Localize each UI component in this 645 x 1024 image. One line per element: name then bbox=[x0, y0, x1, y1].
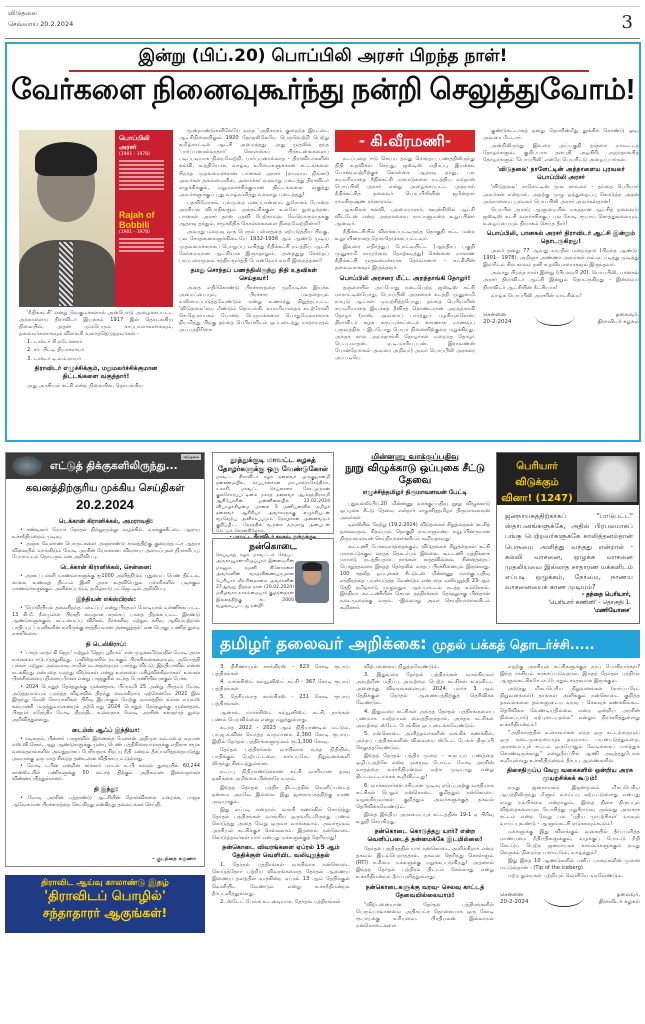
panel-english-years: (1901 - 1978) bbox=[119, 230, 150, 235]
attribution-name: - தந்தை பெரியார், bbox=[581, 592, 631, 598]
digest-item: • நடிகரும், பின்னர் பாஜகவில் இணைந்த மேனான் அதிமுக எம்.எல்.ஏ வுமான எஸ்.வி.சேகர், ஆறு ஆண்டுகளுக்கு முன்பு பெண் பத்திரிகையாளருக்கு எதிராக சமூக வலைதளங்களில் அவதூறாகப் பேசியதாக சிறப்பு நீதி மன்றம் தீர்ப்பளித்ததையடுத்து அவருக்கு ஒரு மாத சிறைத் தண்டனை விதிக்கப்பட்டுள்ளது. bbox=[12, 735, 200, 762]
paragraph: 3. இதுவரை தேர்தல் பத்திரங்கள் வாங்கியவர் அவற்றின் மதிப்பு அவற்றை பெற்ற கட்சிகள் உள்ளிட்ட அனைத்து விவரங்களையும் 2024, மார்ச் 3 ஆம் தேதிக்குள் தேர்தல் ஆணையத்திற்குத் தெரிவிக்க வேண்டும். bbox=[356, 672, 494, 707]
periyar-banner bbox=[497, 453, 639, 505]
digest-banner-text: எட்டுத் திக்குகளிலிருந்து... bbox=[50, 460, 178, 472]
paragraph: இது எப்படி என்றால், வங்கி கணக்கில் கொடுத்து தேர்தல் பத்திரங்கள் வாங்கிய ஒருவரிடமிருந்து பணம் கொடுத்து அதை வேறு ஒருவர் வாங்கலாம். அவர்மூலம் அரசியல் கட்சிக்குச் செல்லலாம். இதனால் நன்கொடை கொடுத்தவர்கள் யார் என்பது மக்களுக்குத் தெரியாது! bbox=[212, 806, 350, 842]
newspaper-name: விடுதலை bbox=[8, 9, 37, 17]
panel-text-line bbox=[119, 188, 164, 190]
paragraph: அதை எதிர்கொண்டு பிரச்சாரத்தை முறியடிக்க இயக்க அமைப்பையும், பிரச்சார பலத்தையும் வலிமைப்படுத்தவேண்டும் என்று உணர்ந்து நிறுத்தப்பட்ட 'விடுதலை'யை மீண்டும் தொடங்கி, சுயமரியாதைக் கடற்ரோளி செ.தெ.நாயகம் போன்ற பெருமக்களை பொதுமேலாளராக நியமித்து பிறகு தந்தை பெரியாரிடம் ஒப்படைத்து மாதாமாதம் அப்பத்திரிகை bbox=[179, 284, 329, 334]
digest-body bbox=[12, 515, 200, 809]
report-continuation: முதல் பக்கத் தொடர்ச்சி..... bbox=[432, 638, 595, 653]
notice-title: தூத்துக்குடி மாவட்ட கழகத் தோழர்களுக்கு ஒரு வேண்டுகோள் bbox=[217, 456, 329, 473]
top-rule bbox=[5, 6, 640, 7]
paragraph: 5. தேசியவாத காங்கிரஸ் - 231 கோடி ரூபாய் பத்திரங்கள். bbox=[212, 694, 350, 708]
paragraph: அவரது மறைவு ஒரு பெரும் பள்ளத்தை ஏற்படுத்திய பிறகு, பல சோதனைகளுக்கிடையே 1932-1936 ஆம் ஆண்டு முடிய முதலமைச்சராகப் பொறுப்பு வகித்து நீதிக்கட்சி நடத்திய ஆட்சி நேர்மையான ஆட்சியாக இருந்தாலும், அதைதுறு சேர்ந்தப் பரப்பரைமூலம் சத்தியமூர்த்தி போன்றோர் வாரி இறைத்தனர்! bbox=[179, 229, 329, 264]
paragraph: வாழ்க பொப்பிலி அரசரின் மாட்சிமை! bbox=[491, 292, 582, 299]
digest-source: டெக்கான் கிரானிக்கல், அமராவதி: bbox=[58, 518, 154, 525]
sub-heading: நன்கொடைகளுக்கு வரவு- செலவு காட்டத் தேவையில்லையாம்! bbox=[365, 883, 485, 899]
signature-block bbox=[483, 306, 639, 326]
digest-item: • அஞ்சு வேளாண் பொருட்களை அஞ்சாண்டு காலத்திற்கு குறைந்தபட்ச ஆதார விலையில் வாங்கிடும் மோடி அரசின் யோசனை: விவசாய அமைப்புகள் நிராகரிப்பு; போராட்டம் தொடரும் என அறிவிப்பு. bbox=[12, 541, 200, 561]
panel-english-name: Rajah of Bobbili bbox=[119, 210, 155, 230]
founder-item: 3. டாக்டர் டி.எம்.நாயர் bbox=[27, 355, 82, 362]
donation-notice bbox=[212, 538, 334, 624]
paragraph: தேர்தல் பத்திரங்கள் வாயிலாக வந்த நிதியில், பாதிக்கும் மேற்பட்டவை கார்ப்பரேட் நிறுவனங்களி லிருந்து கிடைத்துள்ளன. bbox=[212, 747, 350, 768]
paragraph: ஆங்கிலக் கல்வி, புலமையாளர், கவுன்சிலில் ஆட்சி விட்டேன் என்ற அந்நாளைய நாடாளுமன்ற உறுப்பினர் ஆனவர். bbox=[335, 206, 475, 227]
paragraph: நடப்பு நிதியாண்டுக்கான கட்சி வாரியான தரவு தனிக்கை அறிக்கை பின்னரே வரும். bbox=[212, 769, 350, 783]
byline: - கி.வீரமணி- bbox=[335, 130, 475, 152]
paragraph: "விற்பனையான தேர்தல் பத்திரங்களில் பெரும்பாலானவை அதிகபட்ச தொகையாக ஒரு கோடி ரூபாய்க்கு உரியவை. பிரதிபலன் இல்லாமல் நன்கொடைகளை bbox=[356, 901, 494, 929]
panel-text-line bbox=[119, 250, 164, 252]
evm-kicker: மின்னணு வாக்குப்பதிவு bbox=[371, 452, 459, 461]
paragraph: 6. வாக்காளர்கள் சரியான முடிவு எடுப்பதற்கு வசதியாக கட்சிகள் பெறும் நன்கொடை குறித்தும் நன்கொடை வழங்கியவர்கள் குறித்தும் அவர்களுக்குத் தகவல் தெரிவிக்கவேண்டும். bbox=[356, 782, 494, 810]
globe-icon bbox=[12, 456, 42, 476]
sign-place: சென்னை bbox=[483, 311, 507, 318]
story-kicker: இன்று (பிப்.20) பொப்பிலி அரசர் பிறந்த நாள்! bbox=[138, 46, 508, 66]
ad-line-3: சந்தாதாரர் ஆகுங்கள்! bbox=[42, 905, 168, 920]
digest-source: டைம்ஸ் ஆஃப் இந்தியா: bbox=[72, 726, 140, 734]
paragraph: தேர்தல் பத்திரத்தில் யார் நன்கொடை அளிக்கிறார் என்ற தகவல் இடம்பெறாததால், தகவல் தெரிந்து கொள்ளும் (RTI) உரிமை மக்களுக்கு மறுக்கப்படுகிறது! அதனால் இந்தத் தேர்தல் பத்திரம் திட்டம் செல்லாது என்று உச்சநீதிமன்றம் தீர்ப்பளித்துள்ளது. bbox=[356, 846, 494, 881]
paragraph: அடுத்து மிகப்பெரிய நிறுவனங்கள் (கார்ப்பரேட் நிறுவனங்கள்) தாங்கள் அளிக்கும் நன்கொடை குறித்த தகவல்களை தங்களுடைய வரவு - செலவுக் கணக்கில்கூட தெரிவிக்க வேண்டியதில்லை என்ற ஒன்றிய அரசின் நிலைப்பாடு ஏற்புடையதல்ல" என்றும் நிராகரித்துள்ளது உச்சநீதிமன்றம்! bbox=[500, 686, 640, 728]
digest-tag: விடுதலை bbox=[183, 455, 199, 459]
sign-place-date bbox=[483, 312, 511, 326]
panel-title: பொப்பிலி அரசர் bbox=[119, 134, 150, 151]
paragraph: 5. நன்கொடை அளித்தவர்களின் வங்கிக் கணக்கில், அந்தப் பத்திரங்களின் விலையை ஸ்டேட் பேங்க் திருப்பி செலுத்தவேண்டும். bbox=[356, 730, 494, 752]
evm-story bbox=[340, 452, 490, 613]
signature-scrawl bbox=[535, 306, 575, 326]
digest-title: கவனத்திற்குரிய முக்கிய செய்திகள் bbox=[25, 483, 185, 494]
paragraph: 1. தேர்தல் பத்திரங்கள் வாயிலாக நன்கொடை கொடுத்தோர் பற்றிய விவரங்களைத் தேர்தல் ஆணைய இணைய தளத்தில் வருகின்ற ஏப்ரல் 13 ஆம் தேதிக்குள் வெளியிட வேண்டும் என்று உச்சநீதிமன்றம் தீர்ப்பளித்துள்ளது. bbox=[212, 862, 350, 897]
founder-item: 1. டாக்டர் சி.நடேசனார் bbox=[27, 339, 83, 346]
panel-text-line bbox=[119, 184, 164, 186]
paragraph: பதவிமோகம், பல்முறை மனப்பான்மை, துரோகம் போன்ற அரசியல் விபாதிகளும் அக்கட்சிக்குள் உள்ளே நுழைந்தன. பானகல் அரசர் தான் பதவி பேற்காமல், வேறொருவருக்கு ஆதரவு தந்தும், சமூகநீதிக் கொள்கைகளை நிறைவேற்றினார்! bbox=[179, 199, 329, 228]
attribution-source: 'பெரியார் கணினி' - தொகுதி 1, bbox=[548, 600, 631, 606]
ad-line-1: திராவிட ஆய்வு காலாண்டு இதழ் bbox=[41, 878, 169, 888]
sub-heading: பொப்பிலி, பானகல் அரசர் திராவிடர் ஆட்சி இன்றும் தொடருகிறது! bbox=[486, 230, 636, 246]
page-number: 3 bbox=[621, 12, 633, 33]
sign-role: தலைவர், bbox=[615, 311, 639, 318]
panel-text-line bbox=[119, 176, 164, 178]
digest-credit: - குடந்தை கருணா bbox=[152, 856, 196, 862]
digest-item: • மோடி அரசின் பத்தாண்டு ஆட்சியின் தோல்விகளை மறைக்க, பாஜக ஆவேசமான பிரச்சாரத்தை செய்கிறது என்கிறது தலையங்கச் செய்தி. bbox=[12, 794, 200, 808]
issue-date: செவ்வாய் 20.2.2024 bbox=[8, 20, 74, 28]
thoothukudi-notice bbox=[212, 452, 334, 540]
panel-text-line bbox=[119, 164, 164, 166]
news-digest-box bbox=[5, 452, 205, 867]
leader-report-banner bbox=[212, 630, 640, 658]
kicker-underline bbox=[69, 70, 589, 72]
paragraph: புதுவல்லி,பிப்.20 மின்னணு வாக்குப்பதிவு நூறு விழுக்காடு ஒப்புகை சீட்டு தேவை என்றார் எழுச்சித்தமிழர் திருமாவளவன் அவர்கள். bbox=[340, 501, 490, 521]
paragraph: தஞ்சையில் அப்போது நடைபெற்ற ஜஸ்டிஸ் கட்சி மாநாட்டின்போது, பொப்பிலி அரசரைக் கடத்தி முனுசாமி நாயுடு ஆட்கள் முயற்சித்தபோது, தந்தை பெரியாரின் சுயமரியாதை இயக்கத் தீவிரத் தொண்டரான அறந்தாங்கி தோழர் (நான், அவரைப் பார்த்துப் பழகியுள்ளேன்; திராவிடர் கழக கருப்புச்சட்டைக் காரணாக மாணவப் பருவத்தில் - இப்போது பெயர் நினைவிற்குவர மறுக்கிறது. அந்தக் கால அறந்தாங்கி தோழர்கள் மறைந்த தோழர் பெ.ப.மாதன், ஏ.டி.மாரியப்பன், இராவணன் போன்றோர்கள் அவரை அறிவர்) அவர் பொப்பிலி அரசரை அப்படியே bbox=[335, 284, 475, 362]
digest-item: • சண்டிகார் மேயர் தேர்தல் தில்லுமுல்லு வழக்கில், வாக்குச்சீட்டை ஆராய உச்சநீதிமன்றம் முடிவு. bbox=[12, 527, 200, 540]
paragraph: இவரை எதிர்த்துப் போட்டியிட்ட (ஆந்திரப் பகுதி முனுசாமி நாயுடுவை தோற்கடித்து) சென்னை மாகாண நீதிக்கட்சி முதலமைச்சராக தேர்வானார் - கட்சியின் தலைவராகவும் இருந்தவர். bbox=[335, 244, 475, 272]
evm-body bbox=[340, 501, 490, 612]
paragraph: 'விடுதலை' நாளேட்டின் மூல காவலர் - தந்தை பெரியார் அவர்கள் என்றால், அதற்கு முழு ஒத்துழைப்பு கொடுத்த அதன் அந்நாளைய புரவலர் பொப்பிலி அரசர் அவர்கள்தான்! bbox=[483, 184, 639, 205]
signature-block bbox=[500, 887, 640, 907]
sign-org: திராவிடர் கழகம் bbox=[597, 318, 639, 325]
sub-heading: திராவிடர் எழுச்சிக்கும், மறுமலர்ச்சிக்குமான திட்டங்களை வகுத்தார்! bbox=[34, 364, 158, 380]
paragraph: குண்டுகட்டாகத் தனது தோளின்மீது தூக்கிக் கொண்டு ஓடி, அவரை மீட்டார். bbox=[483, 128, 639, 142]
panel-text-line bbox=[119, 238, 164, 240]
panel-text-line bbox=[119, 246, 164, 248]
donor-photo bbox=[295, 561, 329, 603]
paragraph: கூட்டணி பேச்சுவார்த்தைக்கும், விடுதலைச் சிறுத்தைகள் கட்சி மாநாட்டுக்கும் எந்தத் தொடர்பும் இல்லை. கூட்டணி யுத்திக்காக மாநாடு நடத்தியதாக நாங்கள் கருதவில்லை. சின்னத்தைப் பொறுத்தவரை இந்தத் தேர்தலில் எந்தப் பிரச்சினையும் இருக்காது. 100 சதவீத ஒப்புகைச் சீட்டுடன் மின்னணு வாக்குப்பதிவு எந்திரத்தை பயன்படுத்த வேண்டும் என்பதை வலியுறுத்தி 23-ஆம் தேதி தமிழ்நாடு முழுவதும் ஆர்ப்பாட்டம் நடத்த உள்ளோம். இந்தியா கூட்டணியின் செயல் தந்திரங்கள் தேர்தலுக்கு பின்தான் நடைமுறைக்கு வரும். -இவ்வாறு அவர் செய்தியாளர்களிடம் கூறினார். bbox=[340, 543, 490, 611]
digest-banner bbox=[6, 453, 204, 479]
periyar-photo bbox=[577, 456, 637, 502]
sub-heading: பொப்பிலி அரசரை மீட்ட அறந்தாங்கி தோழர்! bbox=[339, 274, 471, 282]
panel-text-line bbox=[119, 180, 164, 182]
digest-item: • 2024 பொதுத் தேர்தலுக்கு முன்னதாக, பிப்ரவரி 25 அன்று பிரதமர் மோடி அடுத்தமாம்பம் பறந்த்த விழாவில் திறந்து வைக்கிறார்; ஏற்கெனவே 2021 இல் இருந்து வேலி நோயாளிகள் பிரிவு இயங்கும் மேற்கு வங்கத்தில் உள்ள எய்ம்ஸ் கல்யாணி மருத்துவமனையும் தற்போது 2024 பொதுத் தேர்தலுக்கு முன்னதாக, பிரதமர் நரேந்திர மோடி திறந்திட உள்ளதாக மோடி அரசின் சுகாதாரத் துறை அறிவித்துள்ளது. bbox=[12, 684, 200, 724]
paragraph: 4. மார்க்சிஸ்ட் கம்யூனிஸ்ட் கட்சி - 367 கோடி ரூபாய் பத்திரங்கள் bbox=[212, 679, 350, 693]
digest-date: 20.2.2024 bbox=[76, 497, 134, 512]
caption-tail: அது அரசியல் கட்சி என்ற நிலையில், தொடங்கிய bbox=[27, 382, 144, 389]
signature-scrawl bbox=[544, 887, 584, 907]
sign-place-date bbox=[500, 892, 528, 906]
paragraph: இதை இந்திய அரசமைப்புச் சட்டத்தின் 19-1 ஏ பிரிவு உறுதி செய்கிறது. bbox=[356, 811, 494, 825]
paragraph: டில்லியில் நேற்று (19.2.2024) விடுதலைச் சிறுத்தைகள் கட்சித் தலைவரும், சிதம்பரம் தொகுதி நாடாளுமன்ற உறுப்பினருமான திருமாவளவன் செய்தியாளர்களிடம் கூறியதாவது: bbox=[340, 522, 490, 542]
sign-role-org bbox=[598, 312, 639, 326]
donation-title: நன்கொடை bbox=[249, 542, 297, 552]
periyar-quote: ஜனநாயகத்திற்காகப் "பாடுபட்ட" ஸ்தாபனங்களுக்கே, அதில் பிரபலமாகப் பங்கு பெற்றவர்களுக்கே காலித்தனம்தான் பெருமை அளித்து வந்தது என்றால் - கல்வி வாசனை, ஒழுக்க வாசனை முதலியவை இல்லாத சாதாரண மக்களிடம் எப்படி ஒழுக்கம், நேர்மை, நாணய வாசனையைக் காண முடியும்? bbox=[505, 512, 633, 592]
sign-date: 20-2-2024 bbox=[500, 899, 529, 906]
sign-role-org bbox=[599, 892, 640, 906]
sign-role: தலைவர், bbox=[616, 892, 640, 899]
evm-subhead: எழுச்சித்தமிழர் திருமாவளவன் பேட்டி bbox=[362, 489, 468, 496]
founder-item: 2. சர். பிட்டி தியாகராயர் bbox=[27, 347, 85, 354]
story-headline: வேர்களை நினைவுகூர்ந்து நன்றி செலுத்துவோம்! bbox=[11, 74, 635, 106]
paragraph: கடந்த 2022 - 2023 ஆம் நிதியாண்டில் மட்டும், பா.ஜ.க.வின் மொத்த வருமானம் 2,360 கோடி ரூபாய். இதில் தேர்தல் பத்திரங்களுமூலம் ரூ.1,300 கோடி. bbox=[212, 724, 350, 745]
sub-heading: திசைதிருப்ப வேறு வகைகளில் ஒன்றிய அரசு முயற்சிக்கக் கூடும்! bbox=[506, 767, 634, 783]
periyar-title: பெரியார் விடுக்கும் வினா! (1247) bbox=[501, 461, 573, 504]
paragraph: ஆனால், மார்க்சிஸ்ட் கம்யூனிஸ்ட் கட்சி, தாங்கள் பணம் பெறவில்லை என்று மறுத்துள்ளது. bbox=[212, 709, 350, 723]
donor-hair bbox=[302, 562, 322, 571]
portrait-tie bbox=[59, 242, 73, 306]
paragraph: "அதிகாரத்தில் உள்ளவர்கள் எந்த ஒரு சட்டத்தையும், ஒரு நடைமுறையையும் தவறாகப் பயன்படுத்துவதை, அரசமைப்புச் சட்டம் ஒருபோதும் வேடிக்கைப் பார்த்துக் கொண்டிருக்காது" என்றுதீர்ப்பில் ஆணி அடித்ததுபோல் கூறியுள்ளது உச்சநீதிமன்றம் தீர்ப்பு ஆணைகளில். bbox=[500, 729, 640, 765]
paragraph: விற்பனையை நிறுத்தவேண்டும். bbox=[364, 664, 440, 670]
portrait-photo bbox=[19, 130, 115, 307]
paragraph: அவர் தனது 77 ஆவது வயதில் மறைந்தார் (பிறந்த ஆண்டு: 1901 - 1978). அறிஞர் அண்ணா அவர்கள் எம்.ஏ. படித்து முடித்து இவரிடம் சில காலம் தனி உதவியாளராகவும் இருந்தவர். bbox=[483, 248, 639, 269]
digest-item: • மோடி டபின் என்றின் சர்க்கார் மாடல் உ.பி காவல் துறையில் 60,244 கான்ஸ்டபிள் பணிகளுக்கு 50 லட்சத் திற்கும் அதிகமான இளைஞர்கள் விண்ணப்பித்துள்ளனர். bbox=[12, 763, 200, 783]
top-story-box bbox=[5, 42, 641, 442]
sub-heading: நன்கொடை விவரங்களை ஏப்ரல் 15 ஆம் தேதிக்குள் வெளியிட வலியுறுத்தல் bbox=[222, 844, 340, 860]
paragraph: மக்களுக்கு இது விளங்கும் வகையில் தீர்ப்பளித்த மாண்பமை நீதிபதிகளுக்கும், வழக்குப் போட்டு நீதி கேட்டுப் பெற்ற ஜனநாயகக் காவலர்களுக்கும் நமது நெஞ்சம் நிறைந்த பாராட்டும், வாழ்த்தும்! bbox=[500, 828, 640, 857]
paragraph: இந்தத் தேர்தல் பத்திர திட்டத்தில் வெளிப்படைத் தன்மை அறவே இல்லை. இது ஜனநாயகத்திற்கு மரண அடியாகும். bbox=[212, 784, 350, 805]
paragraph: மற்ற துறைகள் பற்றியும் வெளியே வரவேண்டும். bbox=[508, 873, 624, 880]
dravida-pozhil-ad[interactable] bbox=[5, 875, 205, 933]
panel-text-line bbox=[119, 242, 164, 244]
evm-headline: நூறு விழுக்காடு ஒப்புகை சீட்டு தேவை bbox=[345, 463, 485, 486]
paragraph: 2. ஸ்டேட் பேங்க் உடனடியாக, தேர்தல் பத்திரங்கள் bbox=[220, 898, 341, 905]
report-column-3 bbox=[500, 664, 640, 907]
sub-heading: நன்கொடை கொடுத்தது யார்? என்ற வெளிப்படைத் தன்மைக்கே இடமில்லை! bbox=[367, 828, 483, 844]
ad-line-2: 'திராவிடப் பொழில்' bbox=[44, 889, 166, 904]
paragraph: இந்தத் தேர்தல் பத்திர முறை - கருப்புப் பணத்தை ஒழிப்பதற்கே என்ற முகமூடி போட்ட மோடி அரசின் வாதத்தை உச்சநீதிமன்றம் ஏற்க முடியாது என்று திட்டவட்டமாகக் கூறிவிட்டது! bbox=[356, 753, 494, 781]
paragraph: இது இந்த 10 ஆண்டுகளில் பனிப் பாறைகளின் முனை மட்டும்தான் - (Tip of the iceberg). bbox=[500, 858, 640, 872]
digest-source: இந்தியன் எக்ஸ்பிரஸ்: bbox=[75, 595, 137, 603]
report-column-2 bbox=[356, 664, 494, 931]
paragraph: நமது ஜனநாயகம் இதன்மூலம் மிகப்பெரிய ஆபத்திலிருந்து மீளும் வாய்ப்பு ஏற்பட்டுள்ளது என்பது நமது நம்பிக்கை என்றாலும், இதை திசை திருப்பும் வித்தைகளையும் யோசித்து மறுசீராய்வு அல்லது அவசரச் சட்டம் என்ற வேறு பல 'புதிய முயற்சிகள்' வரவும் வாய்ப்புஉண்டு - ஆளுங்கட்சி ஏடுக்கவும்கூடும்! bbox=[500, 785, 640, 827]
digest-item: • 'பொறியியல் தலைசிறந்த படைப்பு' என்று பிரதமர் மோடியால் வர்ணிக்கப்பட்ட 13 கி.மீ. நீளமுள்ள பிரகதி மைதான சுரங்கப் பாதை திறக்கப்பட்ட இரண்டு ஆண்டுகளுக்குள், கட்டமைப்பு விரிசல், நீர்க்கசிவு மற்றும் கசிவு ஆகியவற்றால் பாதிப்பு; 'பயனீகளின் உயிருக்கு சாத்தியமான அச்சுறுத்தல்' என பொதுப்பணித் துறை எச்சரிக்கை. bbox=[12, 605, 200, 638]
paragraph: அன்றிலிருந்து இவரை அப்பகுதி தஞ்சை மாவட்டத் தோழர்களும், குறிப்பாக தளபதி அழகிரி, அறந்தாங்கித் தோழர்களும் 'பொப்பிலி' என்றே பெயரிட்டு அழைப்பார்கள். bbox=[483, 143, 639, 164]
sign-place: சென்னை bbox=[500, 892, 524, 899]
periyar-question-box bbox=[496, 452, 640, 624]
digest-item: • அரசுப் பள்ளி மாணவர்களுக்கு ரூ1000 அளித்திடும் புதுமைப் பெண் திட்டம், காலை உணவுத் திட்டம் இனி அரசு உதவிபெறும் பள்ளிகளில் படிக்கும் மாணவர்களுக்கும் அளிக்கப்படும், தமிழ்நாடு பட்ஜெட்டில் அறிவிப்பு. bbox=[12, 573, 200, 593]
attribution-source-2: 'மணியோசை' bbox=[593, 608, 631, 614]
panel-years: (1901 - 1978) bbox=[119, 152, 150, 157]
paragraph: 3. திரிணாமுல் காங்கிரஸ் - 823 கோடி ரூபாய் பத்திரங்கள் bbox=[212, 664, 350, 678]
caption-text: 'நீதிக்கட்சி' என்று வெகுமக்களால் அன்போடு அழைக்கப்பட்ட அந்நாளைய திராவிடர் இயக்கம் 1917 இல் தொடங்கிய நிலையில், அதன் மும்பெரும் காப்பாளர்களாகவும், தலைவர்களாகவும் விளங்கி வளர்த்தெடுத்தவர்கள் - bbox=[19, 310, 173, 338]
report-column-1 bbox=[212, 664, 350, 907]
panel-text-line bbox=[119, 172, 164, 174]
sign-date: 20-2-2024 bbox=[483, 318, 512, 325]
paragraph: மூன்றாண்டுகளிலேயே வந்த 'அதிகாரம் குறைந்த இரட்டை ஆட்சிநிலையிலும் 1920 தேர்தலிலேயே பெருவெற்றி பெற்று தமிழ்நாட்டில் ஆட்சி அமைத்தது. அது முதலில் தந்த 'பார்ப்பனரல்லாதார்' கொள்கைப் பிரகடனங்களைப் படிப்படியாக நிறைவேற்றி, பார்ப்பனரல்லாத - திராவிடர்களின் கல்வி, உத்தியோக, வாழ்வு உரிமைகளுக்கான சட்டங்களை சிறந்த முதலமைச்சரான பானகல் அரசர் (ராமராய நிங்கர்) அவர்கள் தலைமையில், அமைச்சர் வரலாறு படைத்து திராவிடர் எழுச்சிக்கும், மறுமலர்ச்சிக்குமான திட்டங்களை வகுத்து அவர்களுக்குப் புது வாழ்வளித்து வரலாறு படைத்தது! bbox=[179, 128, 329, 198]
paragraph: 4. இதுவரை கட்சிகள் அந்தத் தேர்தல் பத்திரங்களைப் பணமாக மாற்றாமல் வைத்திருந்தால், அந்தக் கட்சிகள் அவற்றை ஸ்டேட் பேங்கில் ஒப்படைக்கவேண்டும். bbox=[356, 708, 494, 729]
donation-body: செய்யாறு கழக மாவட்டம் சேத்பட் அருகாவூரன்-வீழுப்புரம் இளைஞரின் மகனும் தமனி கிலோகலை அவர்களின் வாழ்விணையருமான பெரியார் வீர.சிதைசனம் அவர்களின் 27ஆவது பிறந்த நாள் (20.02.2024) மகிழ்வாக நாகம்மையார் குழந்தைகள் இல்லத்திற்கு ரூ. 2000 வழங்கப்பட்டது நன்றி! bbox=[216, 553, 294, 610]
digest-source: தி டெலிகிராப்: bbox=[85, 641, 127, 648]
paragraph: பெயரில் அரசர்; ஆளுமையில் மகத்தான ஆட்சித் தலைவர்; ஜஸ்டிஸ் கட்சி வளர்ச்சிக்குப் பல கோடி ரூபாய் சொத்துகளையும், உழைப்பையும் தியாகம் செய்த தீரர்! bbox=[483, 206, 639, 227]
sign-org: திராவிடர் கழகம் bbox=[598, 899, 640, 906]
digest-source: தி இந்து: bbox=[93, 785, 119, 793]
photo-caption bbox=[19, 310, 173, 391]
story-column-3 bbox=[335, 156, 475, 364]
portrait-hair bbox=[35, 142, 97, 176]
portrait-info-panel bbox=[115, 130, 173, 307]
sub-heading: தமது சொந்தப் பணத்திலிருந்து நிதி உதவிகள் செய்தவர்! bbox=[190, 266, 318, 282]
story-column-4 bbox=[483, 128, 639, 326]
story-column-2 bbox=[179, 128, 329, 335]
paragraph: நீதிக்கட்சியில் விளக்கப்பட்டிருந்த தொகுதி சட்ட மன்ற உறுப்பினராகத் தேர்ந்தெடுக்கப்பட்டவர். bbox=[335, 228, 475, 243]
panel-text-line bbox=[119, 160, 164, 162]
panel-text-line bbox=[119, 168, 164, 170]
periyar-attribution bbox=[548, 591, 631, 615]
paragraph: நடப்பதை ஈடு செய்ய தமது சொந்தப் பணத்திலிருந்து நிதி உதவிகள் செய்து, ஜஸ்டிஸ் எதிர்ப்பு இயக்கம் போன்றவற்றிற்குக் கொள்கை ஆதரவு தந்து, பல சுயமரியாதை நீதிக்கட்சி மாநாடுகளை நடத்திய வர்தான் பொப்பிலி அரசர் என்று அழைக்கப்பட்ட அந்நாள் நீதிக்கட்சித் தலைவர் பொப்பிலியின் ஜமீன்தார் ராமகிருஷ்ண ரங்காராவ். bbox=[335, 156, 475, 205]
masthead-rule bbox=[5, 38, 640, 39]
report-heading: தமிழர் தலைவர் அறிக்கை: bbox=[220, 634, 427, 654]
digest-source: டெக்கான் கிரானிக்கல், சென்னை: bbox=[60, 564, 152, 572]
notice-body: மாவட்ட திராவிடர் கழக தலைவர் முருகுஜானமி தலைமையில், காப்பாளர்கள் மா.பால்ராசேந்திரம், ச.காசி, மாவட்ட செயலாளர் கோ.முருகன் குலசேகரப்பட்டினம் நகரத் தலைவர் ஆ.சுதந்திரசாமி ஆகியோரின் முன்னிலையில் 22.02.2024 வியாழக்கிழமை மாலை 5 மணியளவில் தமிழர் தலைவர் ஆசிரியர் அவர்களுக்கு எழுச்சியுடன் வரவேற்பு அளிக்கப்படும். தோழர்கள் அனைவரும் குறிப்பிட்ட நேரத்தில் வருகை தருமாறு அன்புடன் கேட்டுக் கொள்கிறோம். bbox=[216, 475, 330, 534]
digest-item: • 'பாரத் மாதா கி ஜெய்' மற்றும் 'ஜெய் ஸ்ரீராம்' என முழக்கமிடுவதில் மோடி அரசு உங்களை ஈடுபடுத்துகிறது. பாகிஸ்தானில் நடக்கும் பிரச்சினைகளையும், அயோத்தி பக்கள் மற்றும் அவ்வளவு ராமின் நடனத்தையும் பார்த்து விட்டு, இந்தியாவில் என்ன நடக்கிறது என்பதை மறந்து விடுங்கள் என்று உங்களை மகிழ்விக்கிறார்கள்' உங்கள் பிரச்சினையை நினைப்பீர்கள் என்று பாஜகுசில் நடந்த பேரணியில் ராகுல் பேச்சு. bbox=[12, 650, 200, 683]
paragraph: அவரது பிறந்த நாள் இன்று (பிப்ரவரி 20). பொப்பிலி, பானகல் அரசர் திராவிடர் ஆட்சி இன்றும் தொடருகிறது - இன்றைய திராவிடர் ஆட்சியின் நீட்சியாக! bbox=[483, 270, 639, 291]
notice-signoff: - மாவட்ட திராவிடர் கழகம், தூத்துக்குடி bbox=[229, 535, 317, 540]
paragraph: எதற்கு அரசியல் கட்சிகளுக்குத் தரப் போகிறார்கள்? இந்த ரகசியம் காக்கப்படுவதால், இந்தத் தேர்தல் பத்திரம் ஆளுங்கட்சிக்கே எப்போதும் சாதகமாக இருக்கும். bbox=[500, 664, 640, 685]
sub-heading: 'விடுதலை' நாளேட்டின் அந்நாளைய புரவலர் பொப்பிலி அரசர் bbox=[497, 166, 625, 182]
